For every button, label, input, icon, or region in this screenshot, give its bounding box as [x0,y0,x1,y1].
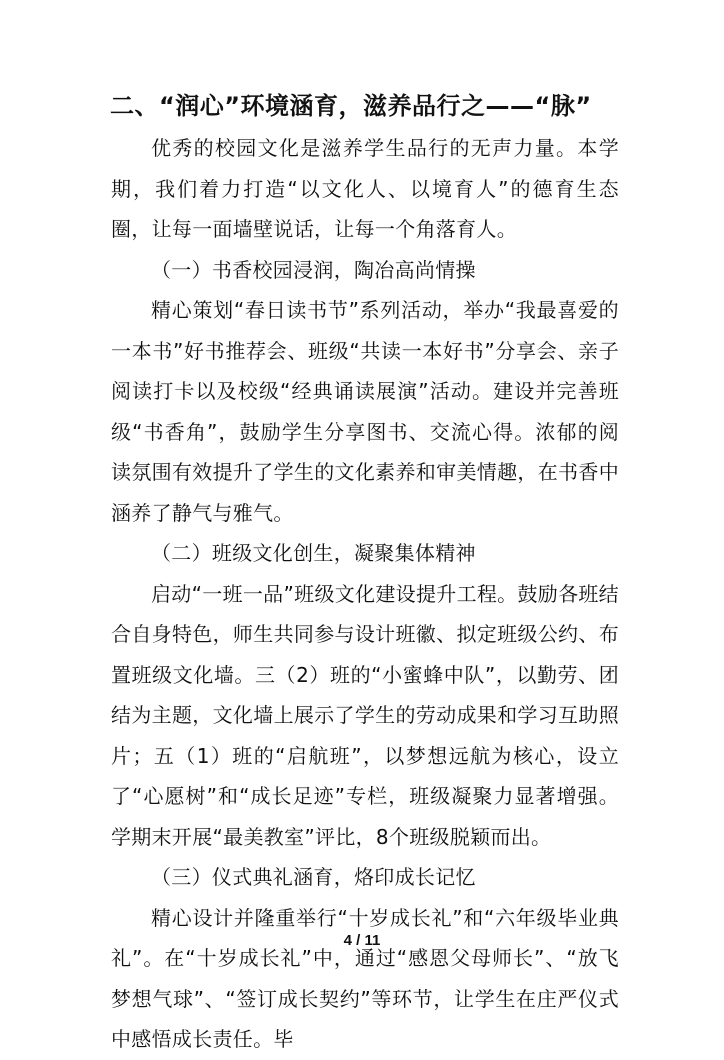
subheading-ceremonies: （三）仪式典礼涵育，烙印成长记忆 [151,865,476,889]
intro-paragraph: 优秀的校园文化是滋养学生品行的无声力量。本学期，我们着力打造“以文化人、以境育人”的德育生态圈，让每一面墙壁说话，让每一个角落育人。 [111,136,619,241]
page-number: 4 / 11 [343,932,381,949]
subheading-class-culture: （二）班级文化创生，凝聚集体精神 [151,541,476,565]
document-body [111,128,619,1060]
class-culture-paragraph: 启动“一班一品”班级文化建设提升工程。鼓励各班结合自身特色，师生共同参与设计班徽、拟定班级公约、布置班级文化墙。三（2）班的“小蜜蜂中队”，以勤劳、团结为主题，文化墙上展示了学生的劳动成果和学习互助照片；五（1）班的“启航班”，以梦想远航为核心，设立了“心愿树”和“成长足迹”专栏，班级凝聚力显著增强。学期末开展“最美教室”评比，8个班级脱颖而出。 [111,581,619,849]
section-heading: 二、“润心”环境涵育，滋养品行之——“脉” [110,92,592,120]
reading-campus-paragraph: 精心策划“春日读书节”系列活动，举办“我最喜爱的一本书”好书推荐会、班级“共读一本好书”分享会、亲子阅读打卡以及校级“经典诵读展演”活动。建设并完善班级“书香角”，鼓励学生分享图书、交流心得。浓郁的阅读氛围有效提升了学生的文化素养和审美情趣，在书香中涵养了静气与雅气。 [111,298,619,525]
ceremonies-paragraph: 精心设计并隆重举行“十岁成长礼”和“六年级毕业典礼”。在“十岁成长礼”中，通过“感恩父母师长”、“放飞梦想气球”、“签订成长契约”等环节，让学生在庄严仪式中感悟成长责任。毕 [111,905,619,1051]
subheading-reading-campus: （一）书香校园浸润，陶冶高尚情操 [151,257,476,282]
